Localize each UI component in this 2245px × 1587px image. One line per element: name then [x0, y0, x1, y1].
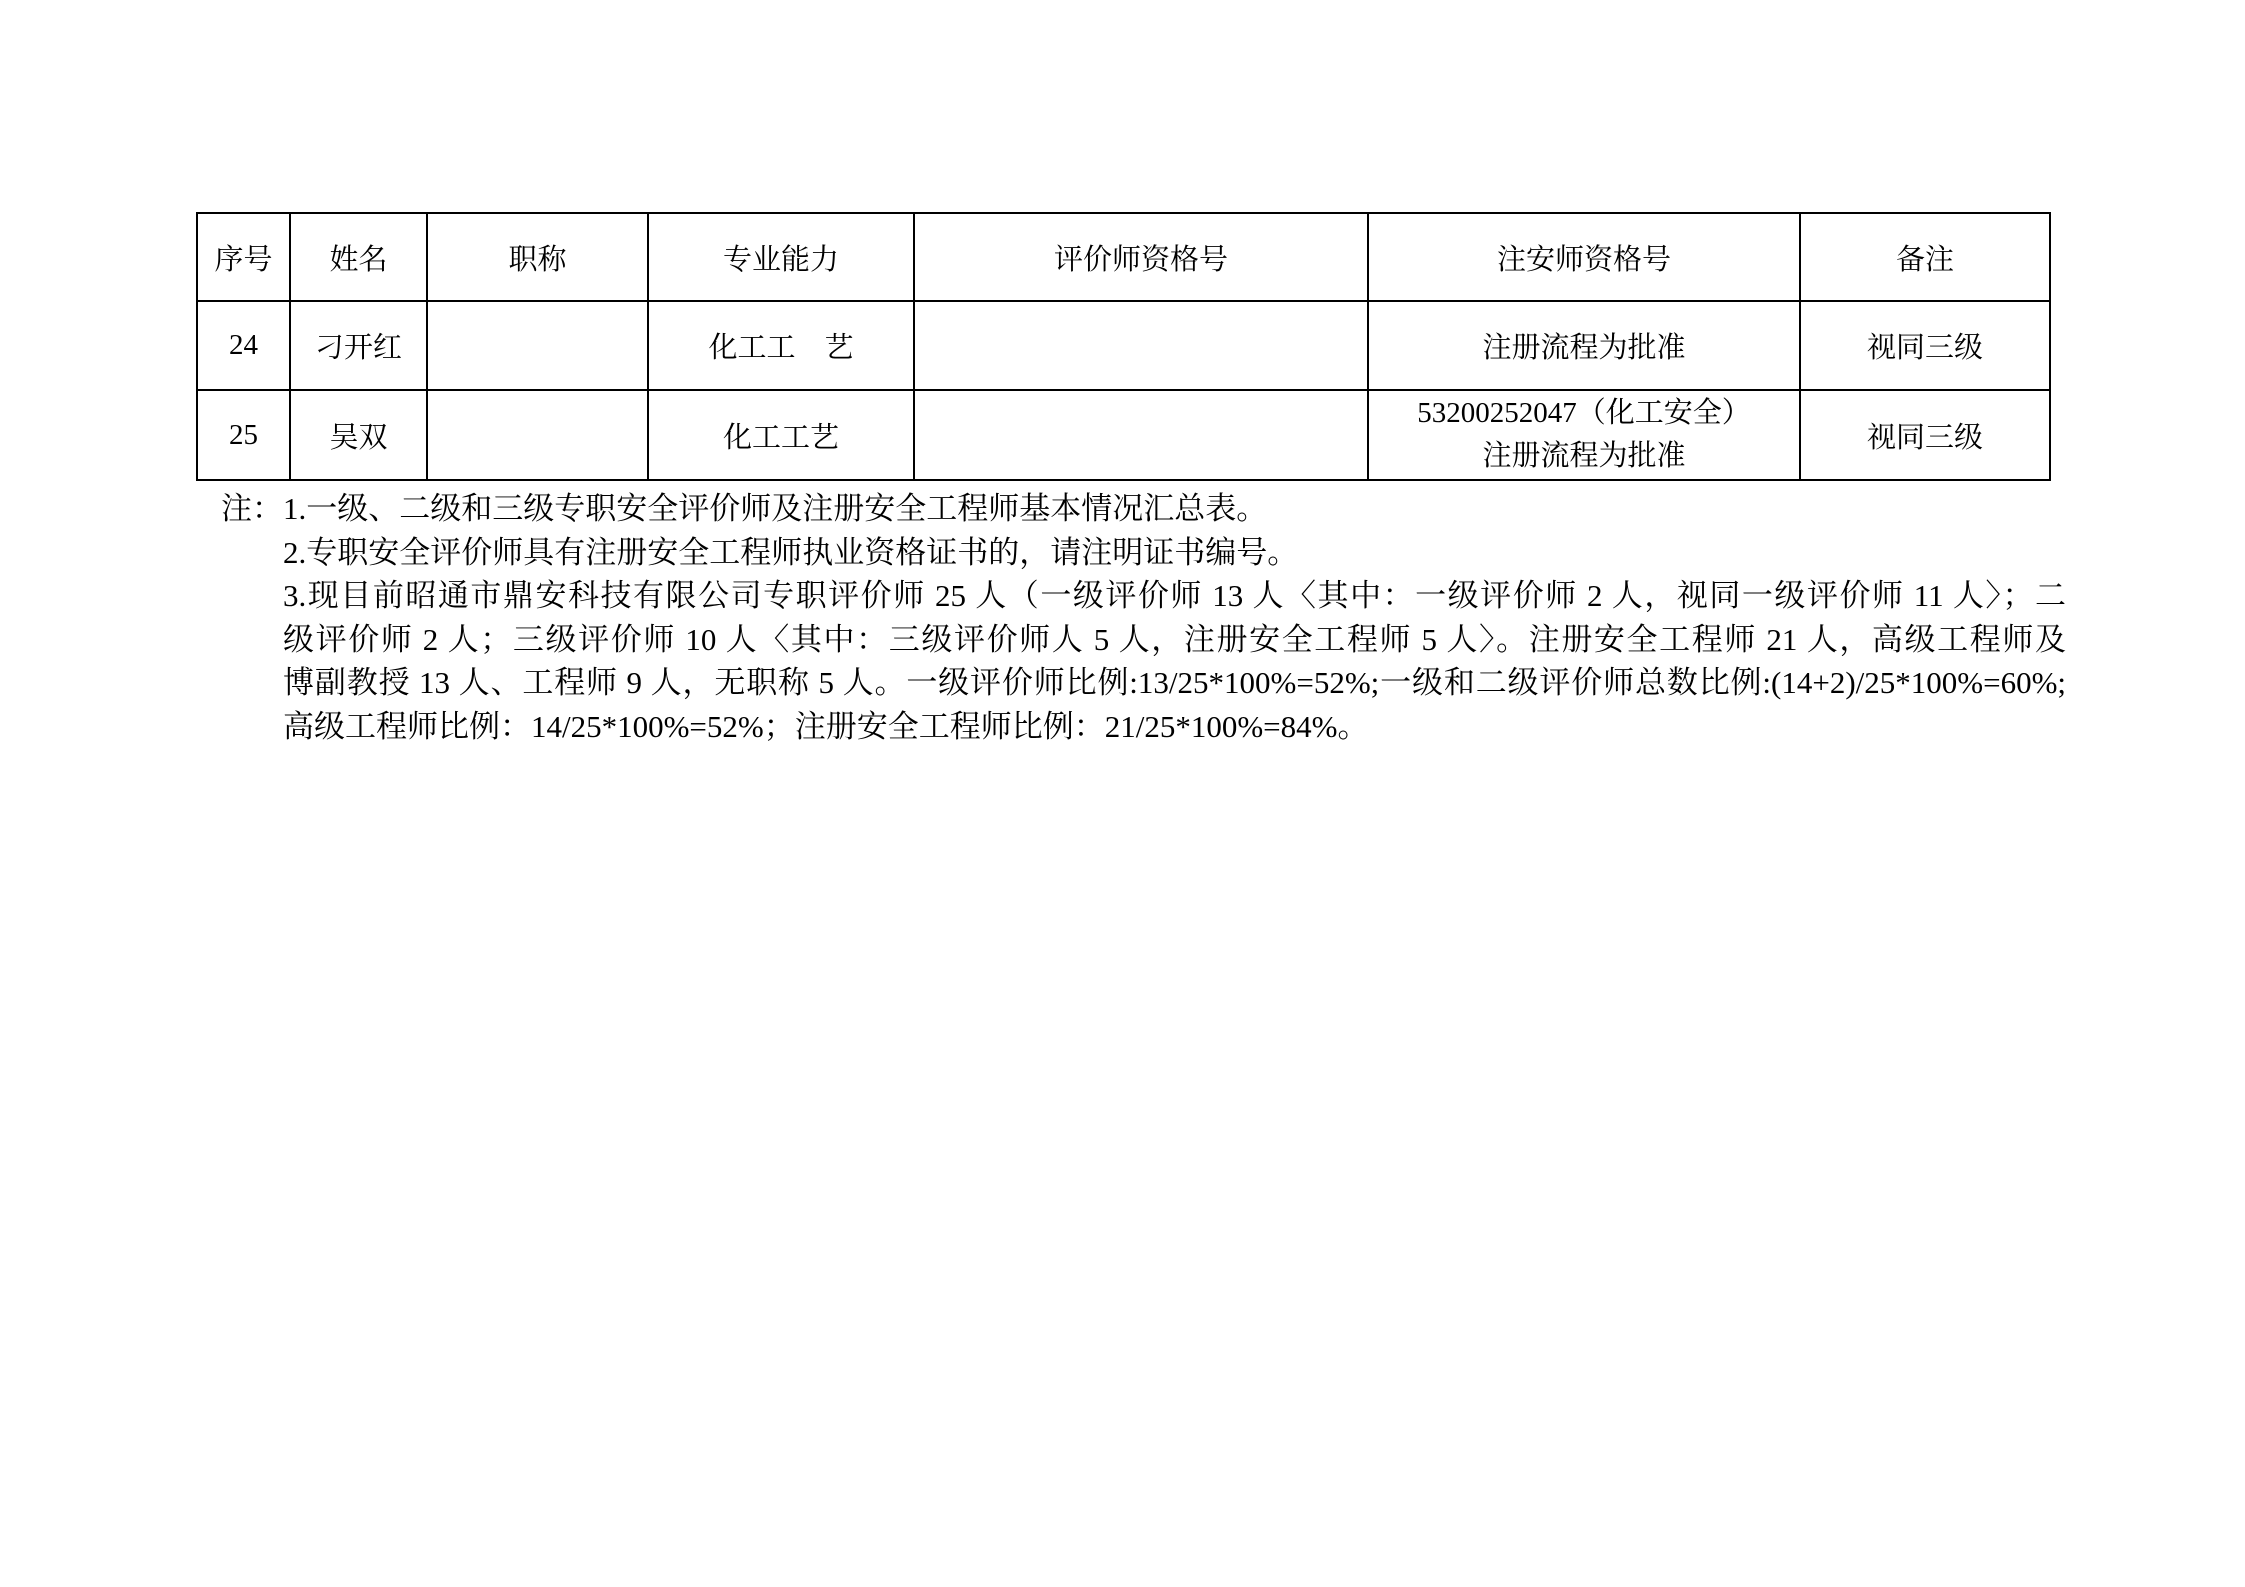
cell-title	[427, 301, 648, 390]
table-row	[197, 301, 2050, 390]
cell-serial: 25	[197, 390, 290, 480]
header-cell-evaluator-no: 评价师资格号	[914, 213, 1368, 301]
cell-remark: 视同三级	[1800, 390, 2050, 480]
table-header-row	[197, 213, 2050, 301]
cell-remark: 视同三级	[1800, 301, 2050, 390]
cell-safety-engineer-no: 注册流程为批准	[1368, 301, 1800, 390]
note-line: 高级工程师比例：14/25*100%=52%；注册安全工程师比例：21/25*100%=84%。	[283, 708, 1369, 744]
cell-title	[427, 390, 648, 480]
header-cell-ability: 专业能力	[648, 213, 914, 301]
cell-name: 吴双	[290, 390, 427, 480]
notes-block	[221, 487, 2066, 748]
header-cell-title: 职称	[427, 213, 648, 301]
header-cell-name: 姓名	[290, 213, 427, 301]
cell-ability: 化工工艺	[648, 390, 914, 480]
cell-evaluator-no	[914, 390, 1368, 480]
note-line: 2.专职安全评价师具有注册安全工程师执业资格证书的，请注明证书编号。	[283, 534, 1299, 570]
header-cell-serial: 序号	[197, 213, 290, 301]
notes-label: 注：	[221, 491, 283, 526]
note-line: 博副教授 13 人、工程师 9 人，无职称 5 人。一级评价师比例:13/25*100%=52%;一级和二级评价师总数比例:(14+2)/25*100%=60%;	[283, 665, 2066, 700]
note-line	[221, 487, 2066, 531]
header-cell-safety-engineer-no: 注安师资格号	[1368, 213, 1800, 301]
note-line: 级评价师 2 人；三级评价师 10 人〈其中：三级评价师人 5 人，注册安全工程师 5 人〉。注册安全工程师 21 人，高级工程师及	[283, 621, 2066, 657]
note-line: 3.现目前昭通市鼎安科技有限公司专职评价师 25 人（一级评价师 13 人〈其中：一级评价师 2 人，视同一级评价师 11 人〉；二	[283, 578, 2066, 613]
note-text: 1.一级、二级和三级专职安全评价师及注册安全工程师基本情况汇总表。	[283, 491, 1268, 526]
header-cell-remark: 备注	[1800, 213, 2050, 301]
evaluator-summary-table	[196, 212, 2051, 481]
safety-no-line-1: 53200252047（化工安全）	[1417, 397, 1751, 429]
cell-safety-engineer-no	[1368, 390, 1800, 480]
cell-ability: 化工工 艺	[648, 301, 914, 390]
cell-name: 刁开红	[290, 301, 427, 390]
table-row	[197, 390, 2050, 480]
cell-serial: 24	[197, 301, 290, 390]
safety-no-line-2: 注册流程为批准	[1482, 440, 1686, 472]
cell-evaluator-no	[914, 301, 1368, 390]
